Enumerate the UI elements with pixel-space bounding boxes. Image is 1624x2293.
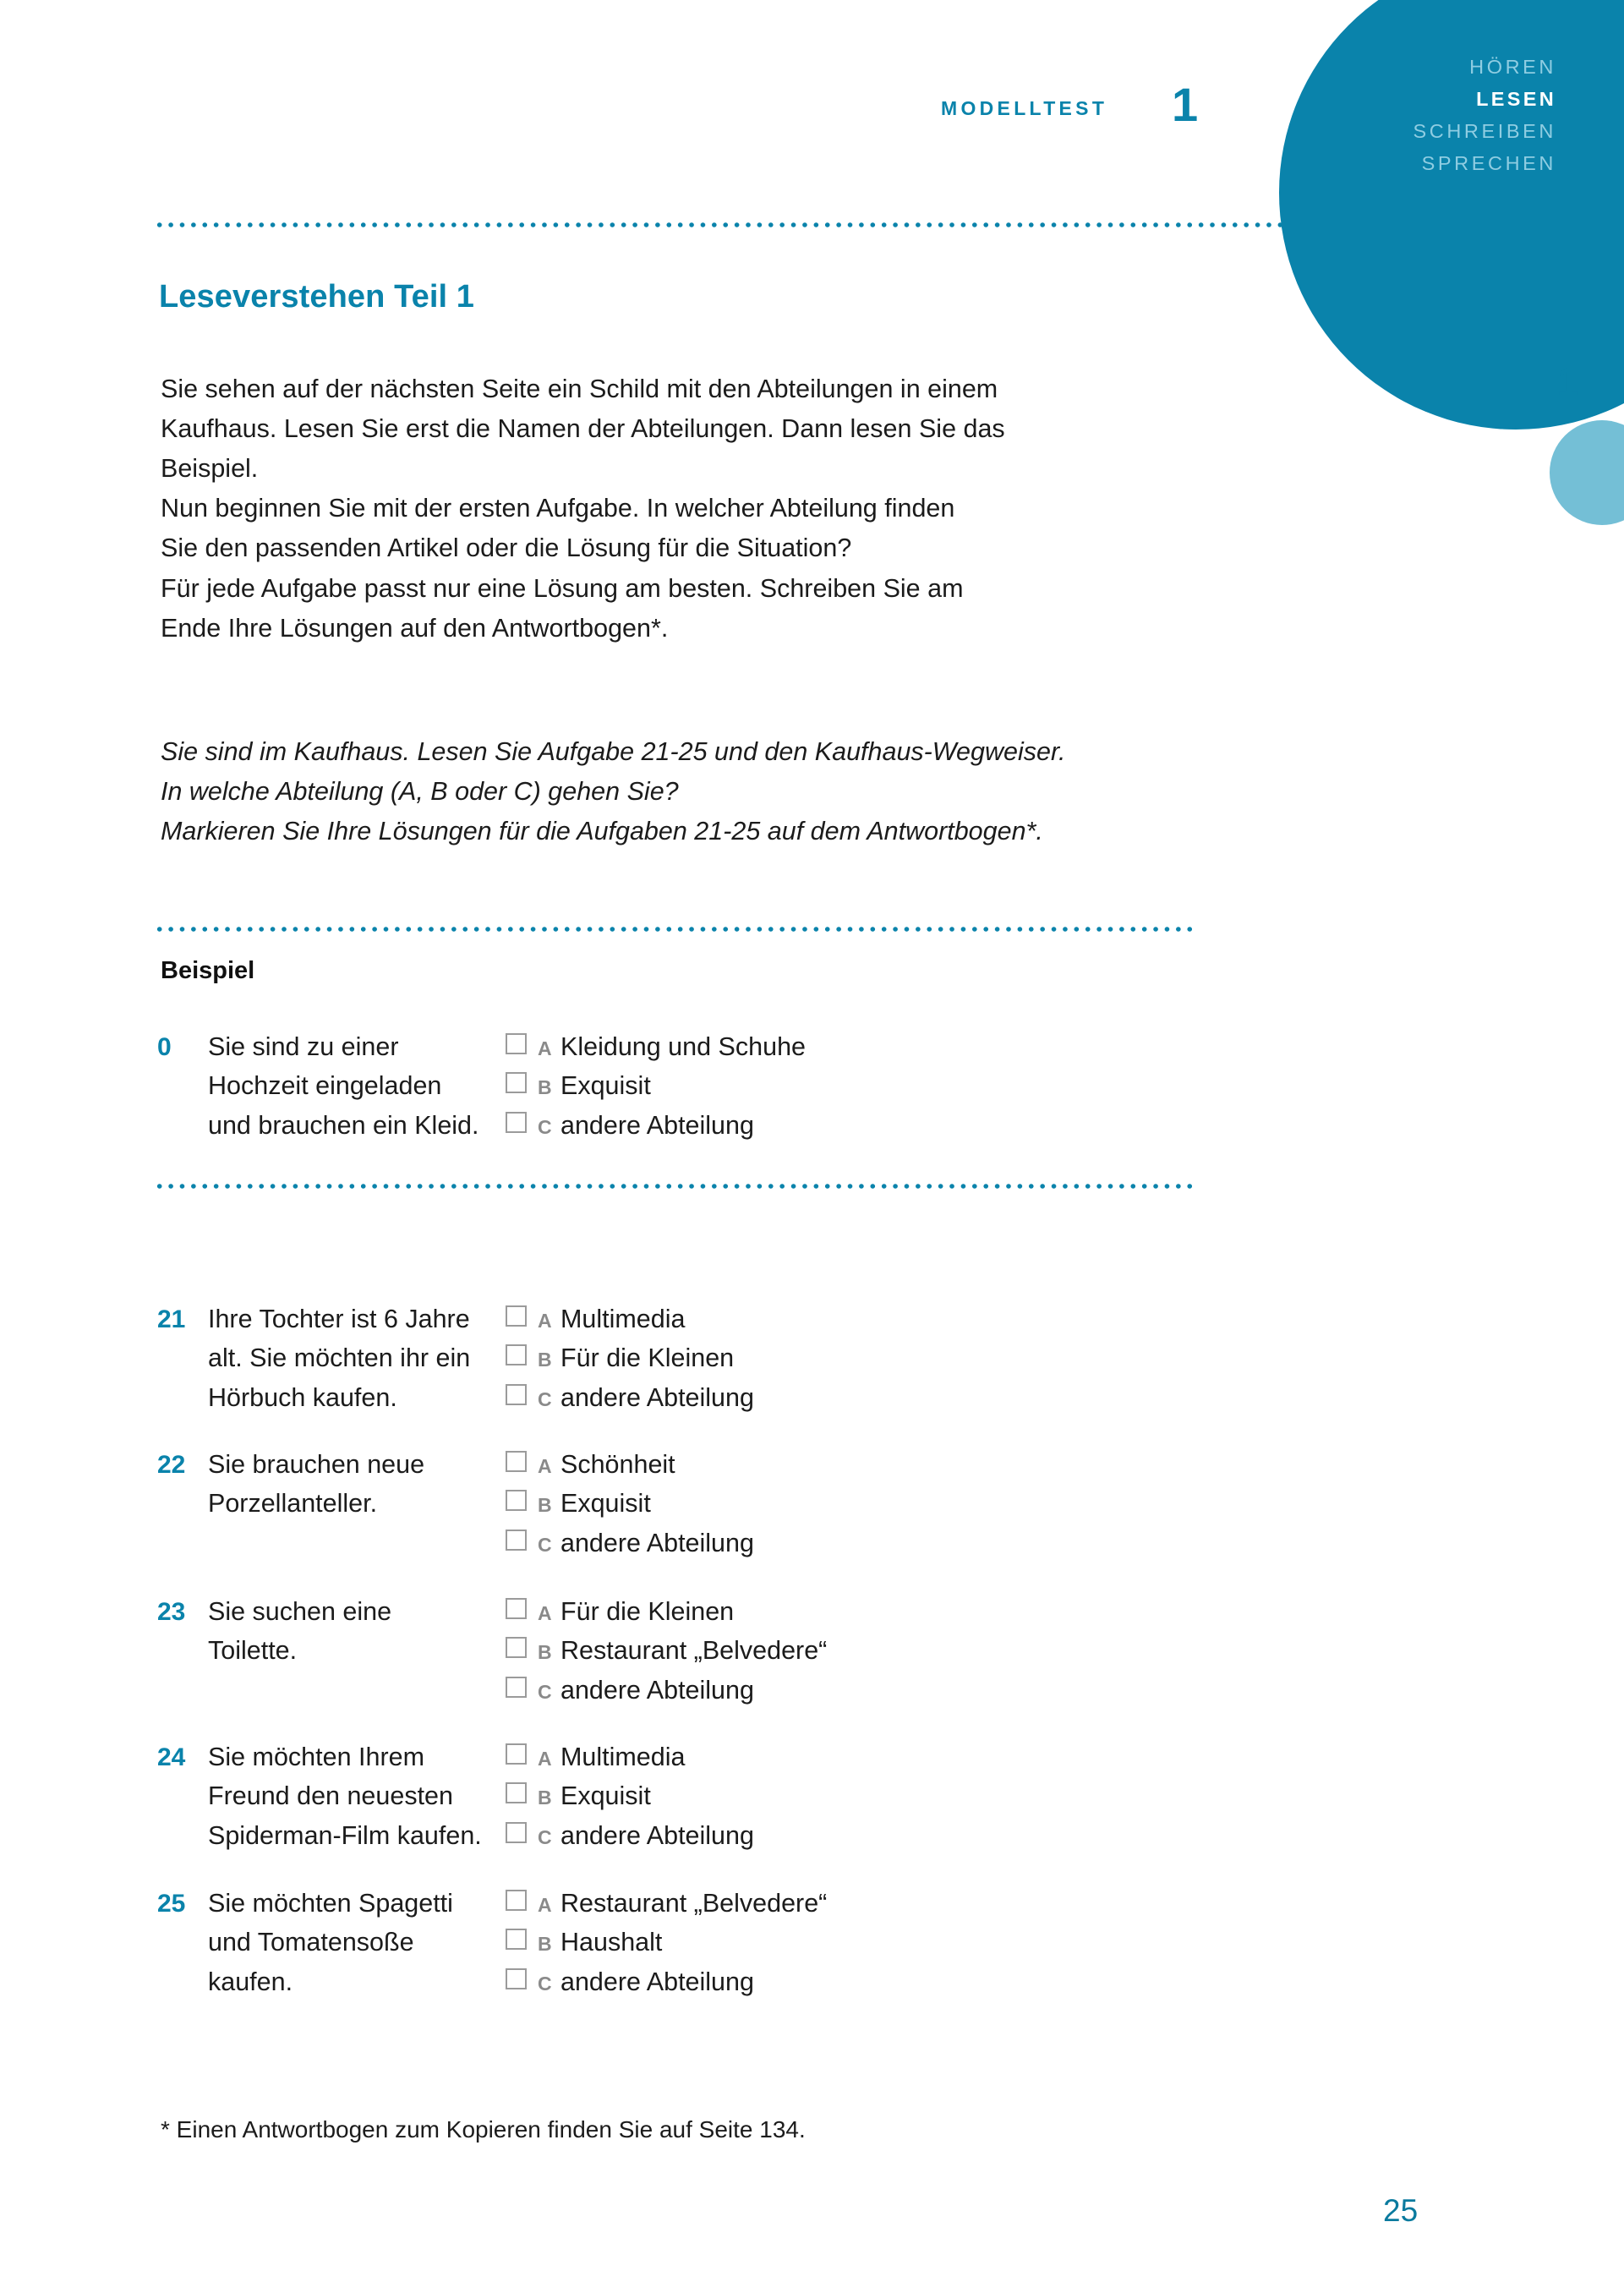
option-letter: B: [538, 1494, 552, 1517]
checkbox-icon[interactable]: [506, 1890, 527, 1911]
question-options: [485, 1738, 1222, 1855]
option-letter: A: [538, 1310, 552, 1332]
question-number: 21: [157, 1305, 186, 1333]
instructions-line-2: Kaufhaus. Lesen Sie erst die Namen der Abteilungen. Dann lesen Sie das: [161, 414, 1005, 444]
instructions-line-1: Sie sehen auf der nächsten Seite ein Schild mit den Abteilungen in einem: [161, 375, 998, 403]
page-tab-number: 1: [1557, 359, 1579, 403]
instructions-line-6: Für jede Aufgabe passt nur eine Lösung am besten. Schreiben Sie am: [161, 573, 964, 603]
question-text: Sie suchen eine Toilette.: [208, 1597, 392, 1666]
option-letter: C: [538, 1115, 552, 1138]
footnote: * Einen Antwortbogen zum Kopieren finden Sie auf Seite 134.: [161, 2116, 806, 2143]
option-letter: B: [538, 1076, 552, 1099]
page-tab-circle: [1550, 420, 1624, 525]
skill-item-sprechen[interactable]: SPRECHEN: [1421, 152, 1556, 175]
checkbox-icon[interactable]: [506, 1822, 527, 1843]
option-row[interactable]: [506, 1066, 1222, 1105]
modelltest-number: 1: [1172, 78, 1199, 131]
question-row-25: [157, 1884, 1222, 2001]
question-options: [485, 1445, 1222, 1562]
option-row[interactable]: [506, 1300, 1222, 1338]
question-row-24: [157, 1738, 1222, 1855]
option-label: Schönheit: [560, 1450, 675, 1479]
question-text: Sie sind zu einer Hochzeit eingeladen und brauchen ein Kleid.: [208, 1032, 479, 1140]
page-title: Leseverstehen Teil 1: [159, 279, 475, 315]
option-letter: C: [538, 1825, 552, 1848]
option-row[interactable]: [506, 1378, 1222, 1417]
option-label: Exquisit: [560, 1781, 651, 1811]
option-letter: C: [538, 1680, 552, 1703]
option-label: Für die Kleinen: [560, 1597, 735, 1626]
option-label: andere Abteilung: [560, 1110, 754, 1140]
checkbox-icon[interactable]: [506, 1782, 527, 1803]
beispiel-dotted-rule-top: [154, 926, 1192, 933]
option-row[interactable]: [506, 1592, 1222, 1631]
checkbox-icon[interactable]: [506, 1112, 527, 1133]
checkbox-icon[interactable]: [506, 1305, 527, 1327]
option-label: Haushalt: [560, 1928, 663, 1957]
checkbox-icon[interactable]: [506, 1033, 527, 1054]
option-letter: A: [538, 1455, 552, 1477]
instructions-line-3: Beispiel.: [161, 454, 259, 484]
scenario-line-1: Sie sind im Kaufhaus. Lesen Sie Aufgabe 21-25 und den Kaufhaus-Wegweiser.: [161, 737, 1066, 766]
option-letter: A: [538, 1037, 552, 1059]
checkbox-icon[interactable]: [506, 1451, 527, 1472]
option-row[interactable]: [506, 1106, 1222, 1145]
checkbox-icon[interactable]: [506, 1530, 527, 1551]
question-number: 25: [157, 1890, 186, 1918]
option-label: Multimedia: [560, 1305, 686, 1333]
option-row[interactable]: [506, 1776, 1222, 1815]
option-label: andere Abteilung: [560, 1382, 754, 1412]
option-label: Exquisit: [560, 1489, 651, 1519]
option-row[interactable]: [506, 1524, 1222, 1562]
option-row[interactable]: [506, 1738, 1222, 1776]
checkbox-icon[interactable]: [506, 1384, 527, 1405]
option-row[interactable]: [506, 1884, 1222, 1923]
page-number: 25: [1383, 2193, 1419, 2228]
checkbox-icon[interactable]: [506, 1677, 527, 1698]
checkbox-icon[interactable]: [506, 1743, 527, 1765]
question-text: Sie brauchen neue Porzellanteller.: [208, 1450, 425, 1519]
modelltest-label: MODELLTEST: [941, 97, 1108, 119]
instructions-line-7: Ende Ihre Lösungen auf den Antwortbogen*.: [161, 613, 669, 643]
option-letter: B: [538, 1349, 552, 1371]
question-number: 24: [157, 1743, 186, 1771]
checkbox-icon[interactable]: [506, 1929, 527, 1950]
instructions-line-4: Nun beginnen Sie mit der ersten Aufgabe. In welcher Abteilung finden: [161, 494, 955, 523]
question-options: [485, 1592, 1222, 1710]
question-options: [485, 1300, 1222, 1417]
instructions-block: [161, 369, 1209, 648]
option-row[interactable]: [506, 1671, 1222, 1710]
option-label: andere Abteilung: [560, 1820, 754, 1850]
question-options: [485, 1884, 1222, 2001]
instructions-line-5: Sie den passenden Artikel oder die Lösung für die Situation?: [161, 534, 852, 563]
option-row[interactable]: [506, 1338, 1222, 1377]
option-label: andere Abteilung: [560, 1675, 754, 1705]
checkbox-icon[interactable]: [506, 1637, 527, 1658]
option-letter: A: [538, 1602, 552, 1624]
question-row-22: [157, 1445, 1222, 1562]
question-text: Sie möchten Spagetti und Tomatensoße kaufen.: [208, 1889, 453, 1996]
question-number: 22: [157, 1451, 186, 1479]
checkbox-icon[interactable]: [506, 1598, 527, 1619]
question-row-21: [157, 1300, 1222, 1417]
beispiel-heading: Beispiel: [161, 957, 255, 984]
option-letter: C: [538, 1533, 552, 1556]
option-letter: A: [538, 1748, 552, 1770]
checkbox-icon[interactable]: [506, 1490, 527, 1511]
option-label: Restaurant „Belvedere“: [560, 1636, 828, 1666]
option-label: Kleidung und Schuhe: [560, 1032, 806, 1061]
option-label: Multimedia: [560, 1743, 686, 1771]
option-letter: B: [538, 1933, 552, 1956]
option-row[interactable]: [506, 1027, 1222, 1066]
option-letter: C: [538, 1972, 552, 1995]
option-row[interactable]: [506, 1816, 1222, 1855]
option-row[interactable]: [506, 1631, 1222, 1670]
checkbox-icon[interactable]: [506, 1072, 527, 1093]
option-label: andere Abteilung: [560, 1528, 754, 1557]
option-letter: C: [538, 1387, 552, 1410]
option-row[interactable]: [506, 1923, 1222, 1962]
question-number: 0: [157, 1033, 172, 1061]
example-question-row: [157, 1027, 1222, 1145]
option-letter: B: [538, 1641, 552, 1664]
scenario-line-3: Markieren Sie Ihre Lösungen für die Aufgaben 21-25 auf dem Antwortbogen*.: [161, 817, 1043, 846]
checkbox-icon[interactable]: [506, 1968, 527, 1989]
skills-list: [1413, 51, 1556, 179]
question-text: Sie möchten Ihrem Freund den neuesten Spiderman-Film kaufen.: [208, 1743, 482, 1850]
question-number: 23: [157, 1598, 186, 1626]
question-options: [485, 1027, 1222, 1145]
skill-item-schreiben[interactable]: SCHREIBEN: [1413, 120, 1556, 143]
skill-item-hoeren[interactable]: HÖREN: [1469, 56, 1556, 78]
option-label: Restaurant „Belvedere“: [560, 1889, 828, 1918]
scenario-block: [161, 732, 1217, 851]
option-letter: A: [538, 1894, 552, 1916]
skill-item-lesen[interactable]: LESEN: [1476, 88, 1556, 111]
header-dotted-rule: [154, 222, 1337, 228]
option-label: Exquisit: [560, 1071, 651, 1101]
option-row[interactable]: [506, 1962, 1222, 2001]
option-label: andere Abteilung: [560, 1967, 754, 1996]
option-row[interactable]: [506, 1484, 1222, 1523]
option-row[interactable]: [506, 1445, 1222, 1484]
option-label: Für die Kleinen: [560, 1344, 735, 1373]
scenario-line-2: In welche Abteilung (A, B oder C) gehen Sie?: [161, 777, 679, 807]
question-text: Ihre Tochter ist 6 Jahre alt. Sie möchten ihr ein Hörbuch kaufen.: [208, 1305, 471, 1412]
question-row-23: [157, 1592, 1222, 1710]
checkbox-icon[interactable]: [506, 1344, 527, 1365]
beispiel-dotted-rule-bottom: [154, 1183, 1192, 1190]
option-letter: B: [538, 1787, 552, 1809]
